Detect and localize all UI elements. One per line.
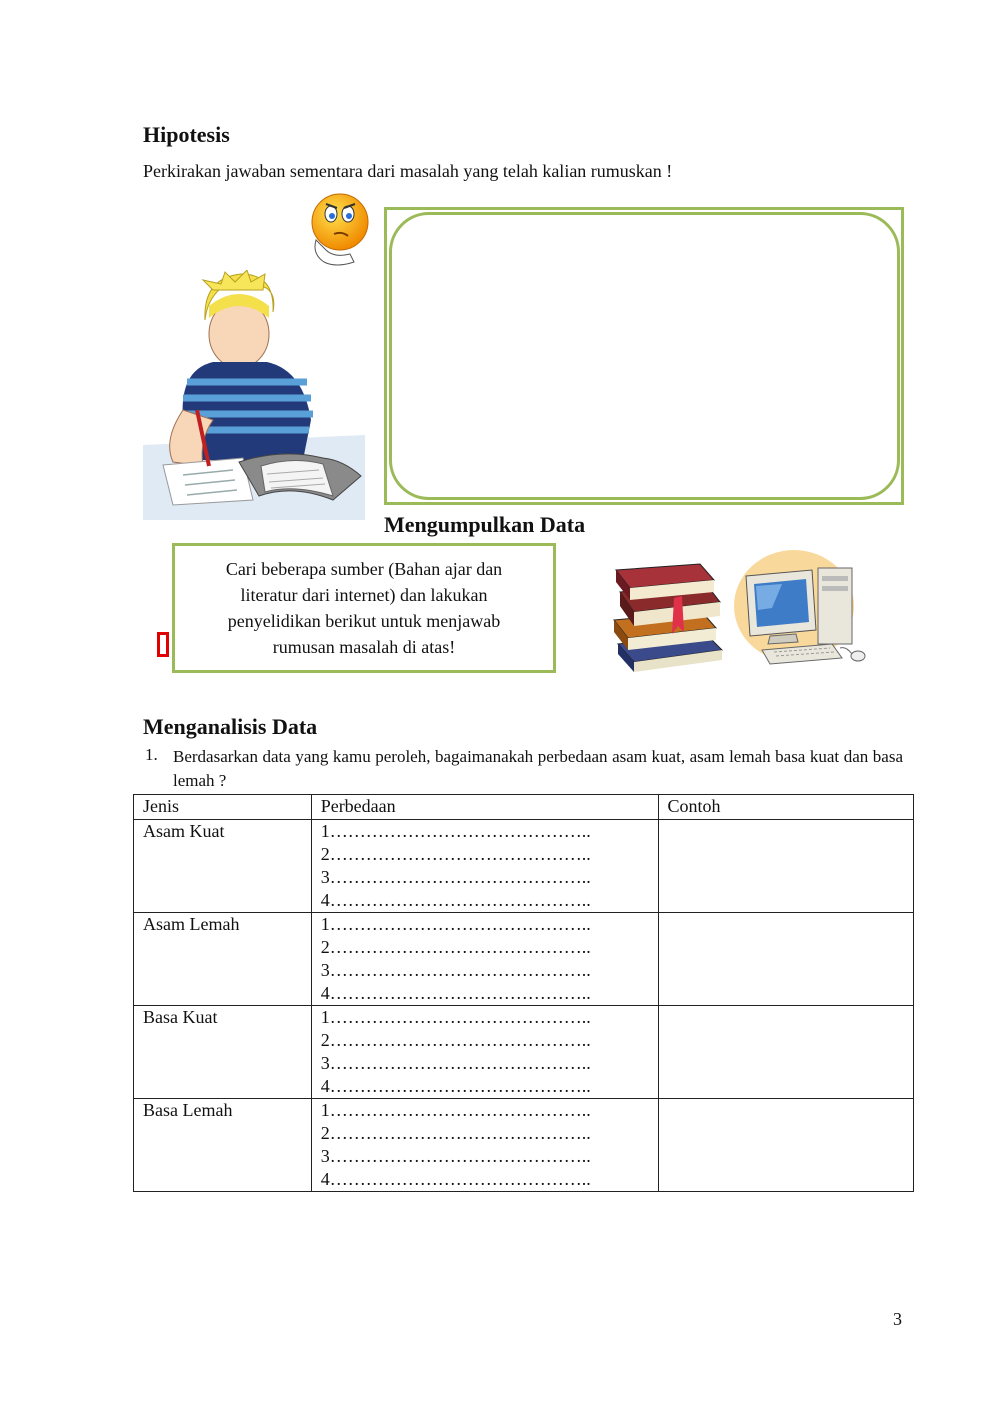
jenis-cell: Basa Lemah — [134, 1099, 312, 1192]
table-row — [134, 1099, 914, 1192]
contoh-cell[interactable] — [658, 1006, 913, 1099]
contoh-cell[interactable] — [658, 913, 913, 1006]
perbedaan-line[interactable]: 3…………………………………….. — [320, 1146, 591, 1166]
perbedaan-line[interactable]: 4…………………………………….. — [320, 983, 591, 1003]
contoh-cell[interactable] — [658, 1099, 913, 1192]
perbedaan-line[interactable]: 3…………………………………….. — [320, 867, 591, 887]
perbedaan-line[interactable]: 2…………………………………….. — [320, 937, 591, 957]
mengumpulkan-data-instruction-box — [172, 543, 556, 673]
perbedaan-line[interactable]: 4…………………………………….. — [320, 1076, 591, 1096]
contoh-cell[interactable] — [658, 820, 913, 913]
hipotesis-answer-box[interactable] — [389, 212, 900, 500]
hipotesis-instruction: Perkirakan jawaban sementara dari masalah yang telah kalian rumuskan ! — [143, 161, 673, 181]
computer-icon — [732, 546, 872, 691]
question-number: 1. — [145, 745, 158, 764]
perbedaan-line[interactable]: 1…………………………………….. — [320, 821, 591, 841]
perbedaan-line[interactable]: 2…………………………………….. — [320, 844, 591, 864]
header-perbedaan: Perbedaan — [311, 795, 658, 820]
jenis-cell: Asam Kuat — [134, 820, 312, 913]
perbedaan-line[interactable]: 1…………………………………….. — [320, 1007, 591, 1027]
table-row — [134, 913, 914, 1006]
student-writing-illustration — [143, 270, 365, 520]
perbedaan-line[interactable]: 1…………………………………….. — [320, 914, 591, 934]
perbedaan-line[interactable]: 2…………………………………….. — [320, 1123, 591, 1143]
header-jenis: Jenis — [134, 795, 312, 820]
table-row — [134, 820, 914, 913]
books-icon — [610, 562, 728, 677]
header-contoh: Contoh — [658, 795, 913, 820]
perbedaan-line[interactable]: 3…………………………………….. — [320, 1053, 591, 1073]
hipotesis-heading: Hipotesis — [143, 122, 230, 147]
perbedaan-line[interactable]: 4…………………………………….. — [320, 890, 591, 910]
red-marker — [157, 632, 169, 657]
page-number: 3 — [893, 1309, 902, 1329]
menganalisis-data-heading: Menganalisis Data — [143, 714, 318, 739]
jenis-cell: Asam Lemah — [134, 913, 312, 1006]
perbedaan-cell[interactable] — [311, 1006, 658, 1099]
perbedaan-line[interactable]: 2…………………………………….. — [320, 1030, 591, 1050]
thinking-face-icon — [304, 192, 374, 272]
perbedaan-cell[interactable] — [311, 1099, 658, 1192]
mengumpulkan-data-heading: Mengumpulkan Data — [384, 512, 586, 537]
mengumpulkan-data-instruction: Cari beberapa sumber (Bahan ajar dan literatur dari internet) dan lakukan penyelidikan berikut untuk menjawab rumusan masalah di atas! — [225, 559, 503, 657]
jenis-cell: Basa Kuat — [134, 1006, 312, 1099]
perbedaan-cell[interactable] — [311, 913, 658, 1006]
perbedaan-cell[interactable] — [311, 820, 658, 913]
table-header-row — [134, 795, 914, 820]
perbedaan-line[interactable]: 3…………………………………….. — [320, 960, 591, 980]
table-row — [134, 1006, 914, 1099]
question-text: Berdasarkan data yang kamu peroleh, bagaimanakah perbedaan asam kuat, asam lemah basa kuat dan basa lemah ? — [173, 747, 903, 790]
perbedaan-line[interactable]: 4…………………………………….. — [320, 1169, 591, 1189]
perbedaan-line[interactable]: 1…………………………………….. — [320, 1100, 591, 1120]
perbedaan-table — [133, 794, 914, 1192]
